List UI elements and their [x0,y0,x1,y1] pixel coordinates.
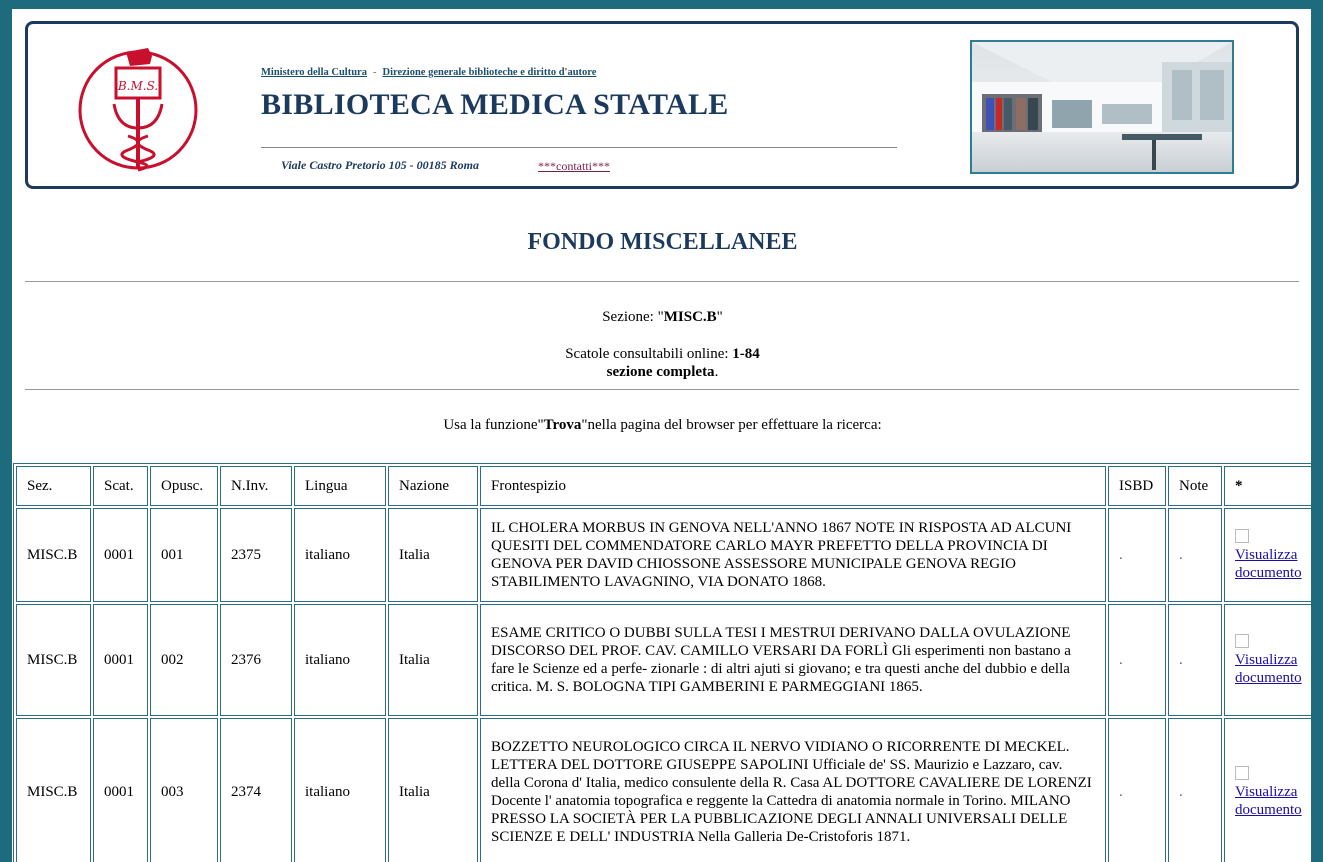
svg-text:B.M.S.: B.M.S. [117,79,159,93]
cell-opusc: 003 [150,718,218,862]
ministry-links [261,67,596,78]
cell-nazione: Italia [388,604,478,716]
cell-lingua: italiano [294,508,386,602]
cell-note: . [1168,604,1222,716]
header-ninv: N.Inv. [220,466,292,506]
trova-suffix: "nella pagina del browser per effettuare la ricerca: [581,417,882,433]
header-divider [261,147,897,148]
cell-note: . [1168,508,1222,602]
direction-link[interactable]: Direzione generale biblioteche e diritto d'autore [382,67,597,78]
scatole-value: 1-84 [732,346,760,362]
scatole-prefix: Scatole consultabili online: [565,346,733,362]
cell-note: . [1168,718,1222,862]
sezione-prefix: Sezione: " [602,309,664,325]
broken-image-icon [1235,766,1249,780]
cell-ninv: 2376 [220,604,292,716]
cell-opusc: 001 [150,508,218,602]
cell-frontespizio: ESAME CRITICO O DUBBI SULLA TESI I MESTRUI DERIVANO DALLA OVULAZIONE DISCORSO DEL PROF. CAV. CAMILLO VERSARI DA FORLÌ Gli esperimenti non bastano a fare le Scienze ed a perfe- zionarle : di altri ajuti si giovano; e tra questi anche del dubbio e della critica. M. S. BOLOGNA TIPI GAMBERINI E PARMEGGIANI 1865. [480,604,1106,716]
cell-scat: 0001 [93,508,148,602]
header-banner [25,21,1299,189]
library-title: BIBLIOTECA MEDICA STATALE [261,88,729,121]
table-header-row [16,466,1311,506]
trova-instruction [13,417,1311,434]
cell-view [1224,604,1311,716]
library-interior-image [972,42,1232,172]
cell-view [1224,508,1311,602]
trova-prefix: Usa la funzione" [443,417,544,433]
bms-logo [76,44,204,174]
cell-opusc: 002 [150,604,218,716]
view-document-link[interactable]: Visualizza documento [1235,783,1302,818]
cell-sez: MISC.B [16,508,91,602]
cell-scat: 0001 [93,718,148,862]
library-photo [970,40,1234,174]
cell-frontespizio: BOZZETTO NEUROLOGICO CIRCA IL NERVO VIDIANO O RICORRENTE DI MECKEL. LETTERA DEL DOTTORE GIUSEPPE SAPOLINI Ufficiale de' SS. Maurizio e Lazzaro, cav. della Corona d' Italia, medico consulente della R. Casa AL DOTTORE CAVALIERE DE LORENZI Docente l' anatomia topografica e reggente la Cattedra di anatomia normale in Torino. MILANO PRESSO LA SOCIETÀ PER LA PUBBLICAZIONE DEGLI ANNALI UNIVERSALI DELLE SCIENZE E DELL' INDUSTRIA Nella Galleria De-Cristoforis 1871. [480,718,1106,862]
header-note: Note [1168,466,1222,506]
header-lingua: Lingua [294,466,386,506]
cell-lingua: italiano [294,604,386,716]
header-frontespizio: Frontespizio [480,466,1106,506]
cell-nazione: Italia [388,508,478,602]
divider-top [25,281,1299,282]
library-address: Viale Castro Pretorio 105 - 00185 Roma [281,158,480,172]
view-document-link[interactable]: Visualizza documento [1235,546,1302,581]
cell-scat: 0001 [93,604,148,716]
cell-isbd: . [1108,718,1166,862]
link-separator: - [372,67,377,78]
ministry-link[interactable]: Ministero della Cultura [261,67,367,78]
cell-lingua: italiano [294,718,386,862]
header-star: * [1224,466,1311,506]
trova-keyword: Trova [543,417,582,433]
header-opusc: Opusc. [150,466,218,506]
table-row [16,508,1311,602]
cell-ninv: 2375 [220,508,292,602]
cell-frontespizio: IL CHOLERA MORBUS IN GENOVA NELL'ANNO 1867 NOTE IN RISPOSTA AD ALCUNI QUESITI DEL COMMENDATORE CARLO MAYR PREFETTO DELLA PROVINCIA DI GENOVA PER DAVID CHIOSSONE ASSESSORE MUNICIPALE GENOVA REGIO STABILIMENTO LAVAGNINO, VIA DONATO 1868. [480,508,1106,602]
fondo-title: FONDO MISCELLANEE [527,229,798,255]
header-nazione: Nazione [388,466,478,506]
cell-sez: MISC.B [16,604,91,716]
cell-view [1224,718,1311,862]
cell-isbd: . [1108,604,1166,716]
broken-image-icon [1235,529,1249,543]
header-sez: Sez. [16,466,91,506]
period: . [714,364,719,380]
table-row [16,604,1311,716]
sezione-completa: sezione completa [606,364,715,380]
divider-bottom [25,389,1299,390]
cell-nazione: Italia [388,718,478,862]
header-isbd: ISBD [1108,466,1166,506]
cell-ninv: 2374 [220,718,292,862]
view-document-link[interactable]: Visualizza documento [1235,651,1302,686]
broken-image-icon [1235,634,1249,648]
table-row [16,718,1311,862]
catalog-table [13,463,1311,862]
contacts-link[interactable]: ***contatti*** [538,159,610,173]
cell-sez: MISC.B [16,718,91,862]
scatole-info [13,345,1311,381]
cell-isbd: . [1108,508,1166,602]
sezione-suffix: " [716,309,723,325]
header-scat: Scat. [93,466,148,506]
sezione-line [13,309,1311,326]
page [12,9,1311,862]
sezione-value: MISC.B [663,309,717,325]
